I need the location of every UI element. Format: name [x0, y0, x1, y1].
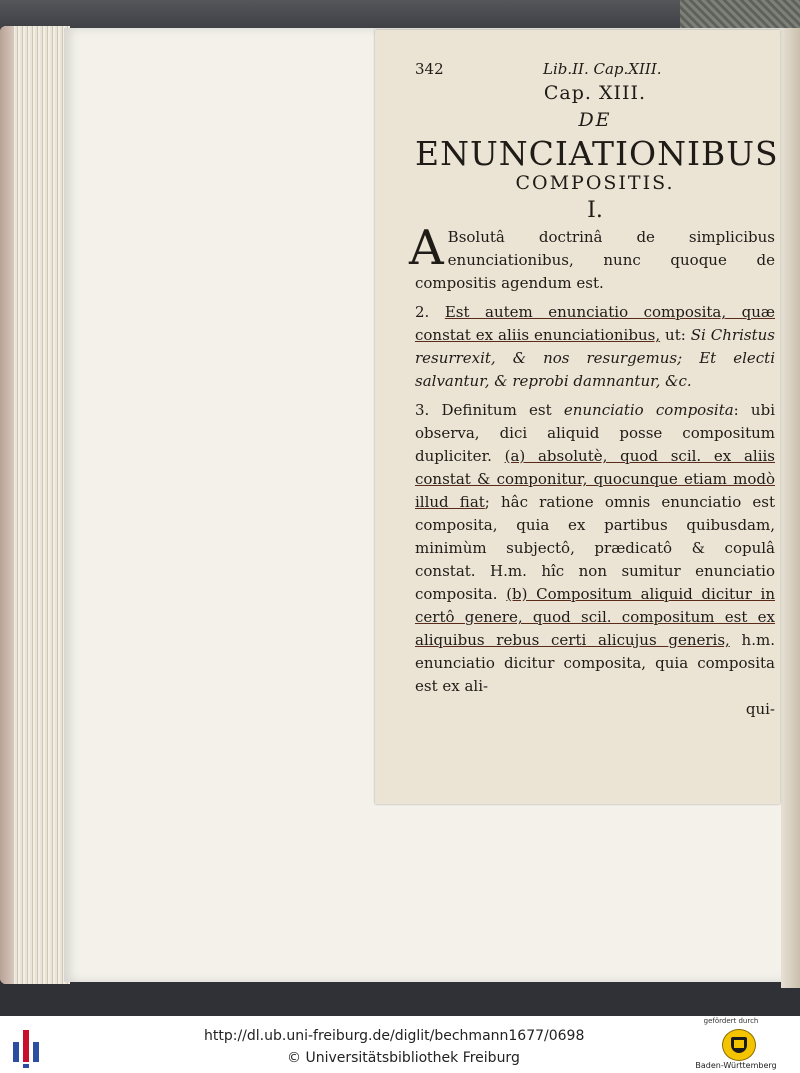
- paragraph-2-tail: ut:: [660, 326, 686, 344]
- page-number: 342: [415, 60, 444, 78]
- paragraph-3-term: enunciatio composita: [563, 401, 734, 419]
- funder-name: Baden-Württemberg: [695, 1061, 777, 1070]
- paragraph-2-number: 2.: [415, 303, 430, 321]
- paragraph-1: [409, 220, 775, 295]
- running-title: Lib.II. Cap.XIII.: [543, 60, 662, 78]
- section-numeral: I.: [587, 198, 603, 223]
- red-edge: [0, 26, 14, 984]
- paragraph-1-text: Bsolutâ doctrinâ de simplicibus enunciationibus, nunc quoque de compositis agendum est.: [415, 228, 775, 292]
- running-head: [415, 58, 775, 82]
- inserted-leaf: [375, 30, 780, 804]
- paragraph-3-number: 3.: [415, 401, 430, 419]
- paragraph-3-b: : ubi observa, dici aliquid posse compositum dupliciter.: [415, 401, 775, 465]
- chapter-title: ENUNCIATIONIBUS: [415, 134, 779, 173]
- paragraph-3-d: ; hâc ratione omnis enunciatio est composita, quia ex partibus quibusdam, minimùm subjectô, prædicatô & copulâ constat. H.m. hîc non sumitur enunciatio composita.: [415, 493, 775, 603]
- paragraph-3: [415, 399, 775, 698]
- leaf-text: [409, 58, 779, 721]
- paragraph-3-a: Definitum est: [441, 401, 564, 419]
- chapter-subtitle: COMPOSITIS.: [515, 172, 675, 194]
- paragraph-3-f: h.m. enunciatio dicitur composita, quia composita est ex ali-: [415, 631, 775, 695]
- page-edge-right: [781, 28, 800, 988]
- copyright-notice: © Universitätsbibliothek Freiburg: [287, 1050, 520, 1066]
- cloth-marker: [680, 0, 800, 30]
- paragraph-2-example: Si Christus resurrexit, & nos resurgemus; Et electi salvantur, & reprobi damnantur, &c.: [415, 326, 775, 390]
- paragraph-2: [415, 301, 775, 393]
- drop-cap: A: [409, 220, 444, 276]
- heading-de: DE: [578, 109, 612, 131]
- catchword: qui-: [745, 700, 775, 718]
- paragraph-3-underlined-b: (b) Compositum aliquid dicitur in certô genere, quod scil. compositum est ex aliquibus rebus certi alicujus generis,: [415, 585, 776, 649]
- library-logo-icon: [13, 1028, 53, 1068]
- coat-of-arms-icon: [722, 1029, 756, 1061]
- permalink-url[interactable]: http://dl.ub.uni-freiburg.de/diglit/bechmann1677/0698: [204, 1028, 585, 1044]
- funded-by-label: gefördert durch: [703, 1017, 759, 1025]
- paragraph-3-underlined-a: (a) absolutè, quod scil. ex aliis constat & componitur, quocunque etiam modò illud fiat: [415, 447, 776, 511]
- chapter-heading: Cap. XIII.: [543, 82, 647, 104]
- paragraph-2-underlined: Est autem enunciatio composita, quæ constat ex aliis enunciationibus,: [415, 303, 775, 344]
